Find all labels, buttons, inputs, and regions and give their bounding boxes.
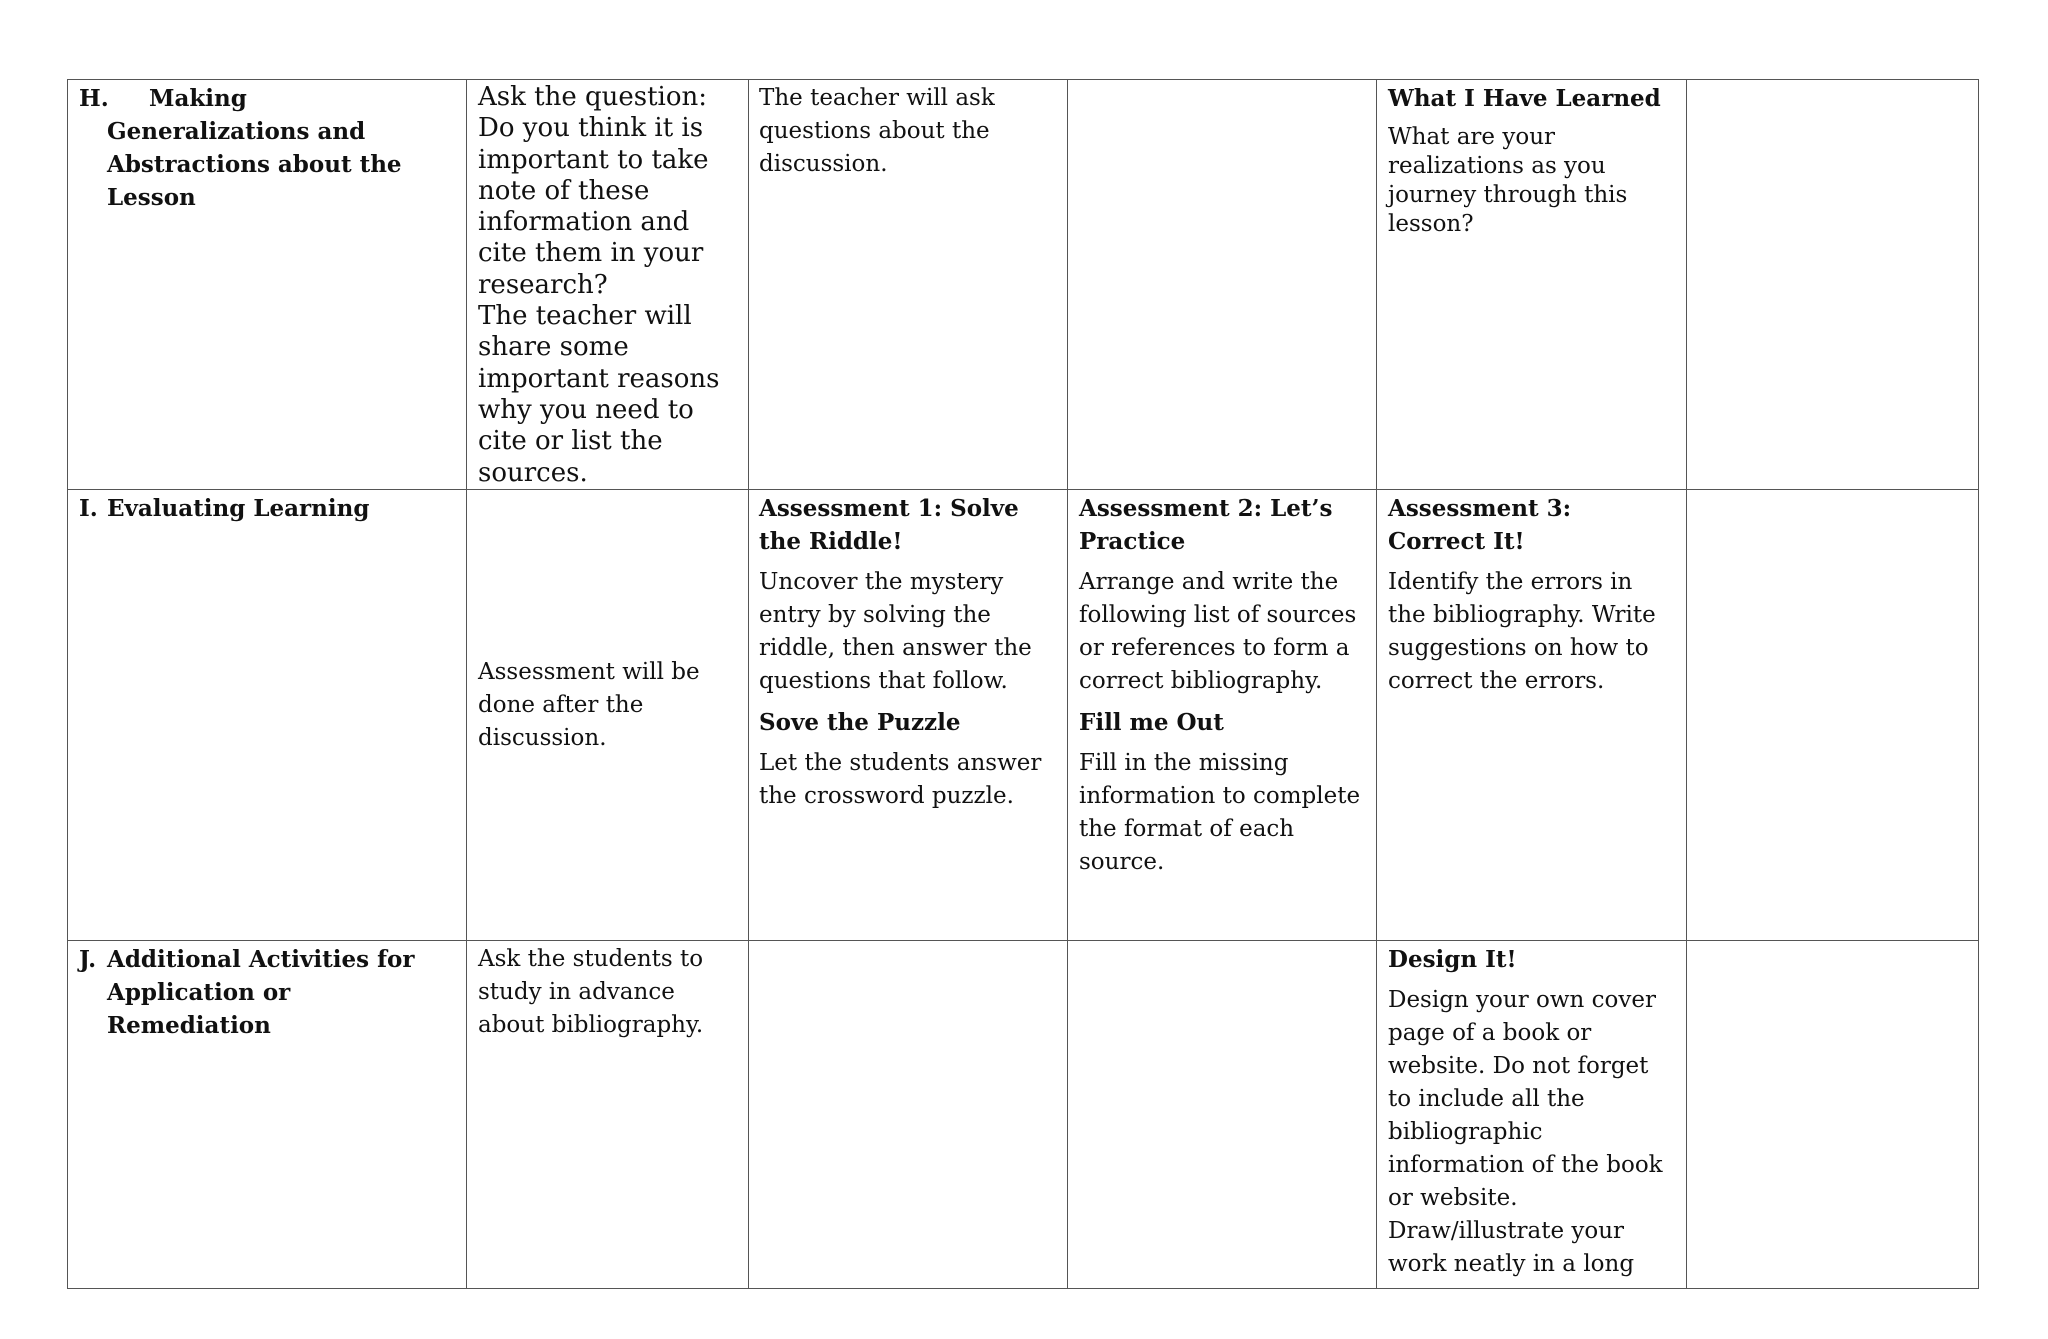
row-j-col5-cell bbox=[1377, 940, 1687, 1288]
row-j-col5-title: Design It! bbox=[1388, 945, 1517, 973]
row-i-heading bbox=[79, 492, 456, 525]
row-j-col5-body: Design your own cover page of a book or website. Do not forget to include all the bibliographic information of the book or website. bbox=[1388, 986, 1663, 1211]
row-h-title-rest: Generalizations and Abstractions about the Lesson bbox=[107, 118, 402, 211]
row-j-heading-cell bbox=[68, 940, 467, 1288]
row-j-col2-cell bbox=[467, 940, 749, 1288]
row-h-heading-first-line bbox=[79, 82, 456, 115]
row-i-col5-body: Identify the errors in the bibliography. Write suggestions on how to correct the errors. bbox=[1388, 568, 1656, 694]
row-i-col4-body: Arrange and write the following list of sources or references to form a correct bibliography. bbox=[1079, 568, 1357, 694]
row-i-col2-cell bbox=[467, 489, 749, 940]
row-h-letter: H. bbox=[79, 85, 109, 112]
table-row-i bbox=[68, 489, 1979, 940]
row-j-letter: J. bbox=[79, 945, 97, 973]
table-row-j bbox=[68, 940, 1979, 1288]
row-i-col4-title: Assessment 2: Let’s Practice bbox=[1079, 494, 1333, 555]
row-i-col6-cell bbox=[1687, 489, 1979, 940]
row-h-col2-cell bbox=[467, 80, 749, 490]
row-h-heading-cell bbox=[68, 80, 467, 490]
row-i-heading-cell bbox=[68, 489, 467, 940]
row-i-col5-title: Assessment 3: Correct It! bbox=[1388, 494, 1572, 555]
row-h-col5-cell bbox=[1377, 80, 1687, 490]
row-j-col5-body-2: Draw/illustrate your work neatly in a long bbox=[1388, 1217, 1635, 1277]
row-i-letter: I. bbox=[79, 494, 98, 522]
row-i-col4-subtitle: Fill me Out bbox=[1079, 708, 1224, 736]
row-h-col3-text: The teacher will ask questions about the discussion. bbox=[759, 85, 995, 177]
row-i-col4-sub-body: Fill in the missing information to complete the format of each source. bbox=[1079, 749, 1361, 875]
row-i-col3-sub-body: Let the students answer the crossword puzzle. bbox=[759, 749, 1042, 809]
row-j-col6-cell bbox=[1687, 940, 1979, 1288]
table-row-h bbox=[68, 80, 1979, 490]
row-i-col2-text: Assessment will be done after the discussion. bbox=[478, 658, 700, 751]
row-h-col6-cell bbox=[1687, 80, 1979, 490]
row-j-col3-cell bbox=[749, 940, 1068, 1288]
row-i-col3-title: Assessment 1: Solve the Riddle! bbox=[759, 494, 1019, 555]
row-i-col3-subtitle: Sove the Puzzle bbox=[759, 708, 961, 736]
row-j-col2-text: Ask the students to study in advance about bibliography. bbox=[478, 945, 704, 1038]
row-h-col2-text-b: The teacher will share some important reasons why you need to cite or list the sources. bbox=[478, 301, 720, 488]
row-i-col5-cell bbox=[1377, 489, 1687, 940]
row-i-col3-body: Uncover the mystery entry by solving the riddle, then answer the questions that follow. bbox=[759, 568, 1032, 694]
row-i-col3-cell bbox=[749, 489, 1068, 940]
row-i-title: Evaluating Learning bbox=[107, 494, 370, 522]
row-h-col3-cell bbox=[749, 80, 1068, 490]
row-j-col4-cell bbox=[1068, 940, 1377, 1288]
row-h-col5-title: What I Have Learned bbox=[1388, 85, 1661, 112]
row-i-col4-cell bbox=[1068, 489, 1377, 940]
row-h-col5-body: What are your realizations as you journey through this lesson? bbox=[1388, 124, 1628, 237]
row-h-col4-cell bbox=[1068, 80, 1377, 490]
row-h-title-first: Making bbox=[149, 85, 247, 112]
row-j-title: Additional Activities for Application or Remediation bbox=[107, 945, 415, 1039]
row-h-col2-text: Ask the question: Do you think it is important to take note of these information and cite them in your research? bbox=[478, 82, 709, 300]
lesson-plan-table bbox=[67, 79, 1979, 1289]
row-j-heading bbox=[79, 943, 456, 1042]
